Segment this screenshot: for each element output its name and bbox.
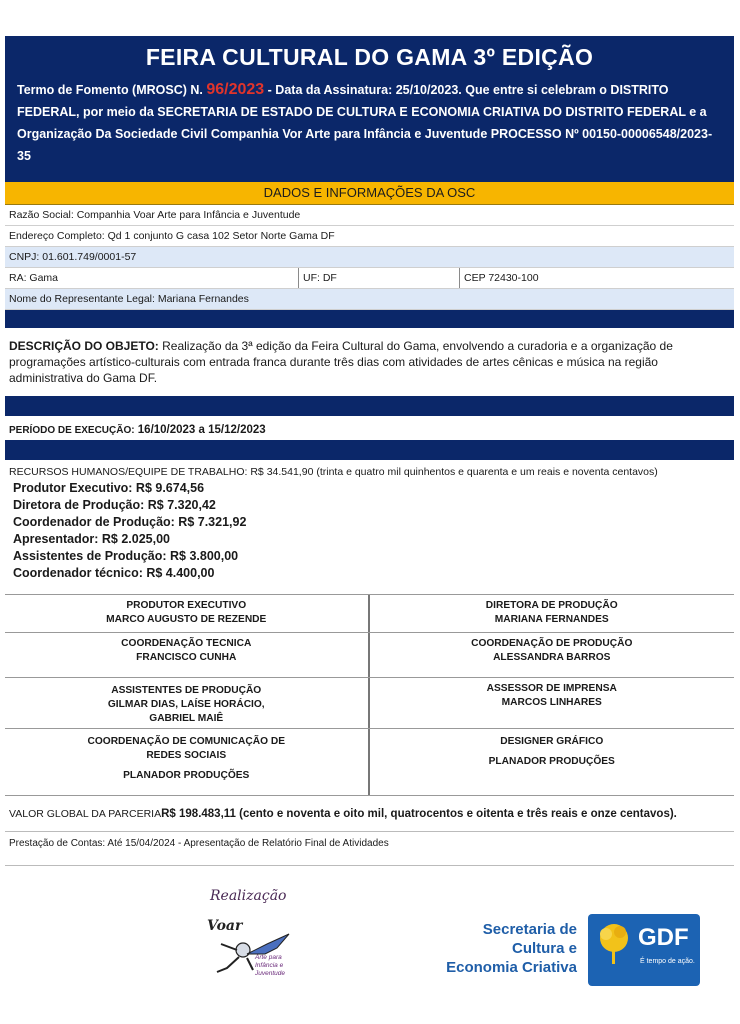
- team-cell: [5, 595, 370, 632]
- team-cell: [370, 633, 735, 677]
- team-row: [5, 595, 734, 633]
- team-member: GABRIEL MAIÊ: [149, 713, 224, 724]
- team-member: FRANCISCO CUNHA: [136, 652, 237, 663]
- periodo-value: 16/10/2023 a 15/12/2023: [134, 424, 266, 436]
- recursos-heading: RECURSOS HUMANOS/EQUIPE DE TRABALHO: R$ 34.541,90 (trinta e quatro mil quinhentos e quarenta e um reais e noventa centavos): [9, 466, 658, 478]
- endereco-row: Endereço Completo: Qd 1 conjunto G casa 102 Setor Norte Gama DF: [5, 226, 734, 247]
- descricao-text: Realização da 3ª edição da Feira Cultural do Gama, envolvendo a curadoria e a organização de programações artístico-culturais com entrada franca durante três dias com atividades de artes cênicas e música na região administrativa do Gama DF.: [9, 339, 673, 385]
- secretaria-line: Secretaria de: [482, 921, 577, 938]
- prestacao-contas: Prestação de Contas: Até 15/04/2024 - Apresentação de Relatório Final de Atividades: [5, 832, 734, 866]
- recurso-item: Diretora de Produção: R$ 7.320,42: [13, 498, 216, 512]
- gdf-logo: [588, 914, 700, 986]
- voar-subtitle: Arte para Infância e Juventude: [255, 954, 285, 977]
- recurso-item: Assistentes de Produção: R$ 3.800,00: [13, 549, 239, 563]
- team-member: PLANADOR PRODUÇÕES: [123, 770, 250, 781]
- secretaria-line: Economia Criativa: [446, 959, 577, 976]
- cnpj-row: CNPJ: 01.601.749/0001-57: [5, 247, 734, 268]
- osc-section-title: DADOS E INFORMAÇÕES DA OSC: [5, 182, 734, 205]
- team-role: DESIGNER GRÁFICO: [500, 736, 604, 747]
- header-banner: [5, 36, 734, 182]
- divider-bar: [5, 440, 734, 460]
- team-cell: [5, 633, 370, 677]
- uf-cell: UF: DF: [299, 268, 460, 288]
- footer: [0, 870, 740, 1024]
- recursos-humanos: [5, 460, 734, 586]
- valor-global: [5, 802, 734, 832]
- recurso-item: Apresentador: R$ 2.025,00: [13, 532, 171, 546]
- termo-intro: Termo de Fomento (MROSC) N.: [17, 83, 207, 97]
- periodo-execucao: [5, 416, 734, 440]
- team-cell: [370, 729, 735, 795]
- team-role: COORDENAÇÃO DE PRODUÇÃO: [471, 638, 633, 649]
- team-row: [5, 633, 734, 678]
- valor-global-value: R$ 198.483,11 (cento e noventa e oito mil, quatrocentos e oitenta e três reais e onze centavos).: [161, 808, 677, 820]
- ipe-tree-icon: [592, 920, 636, 970]
- representante-row: Nome do Representante Legal: Mariana Fernandes: [5, 289, 734, 310]
- team-member: GILMAR DIAS, LAÍSE HORÁCIO,: [107, 699, 265, 710]
- team-row: [5, 729, 734, 796]
- termo-number: 96/2023: [206, 81, 265, 98]
- team-member: ALESSANDRA BARROS: [493, 652, 611, 663]
- team-table: [5, 594, 734, 796]
- team-member: PLANADOR PRODUÇÕES: [488, 756, 615, 767]
- gdf-wordmark: GDF: [638, 924, 689, 951]
- team-member: MARCO AUGUSTO DE REZENDE: [106, 614, 267, 625]
- header-description: [17, 79, 722, 167]
- recurso-item: Produtor Executivo: R$ 9.674,56: [13, 481, 205, 495]
- team-role: ASSESSOR DE IMPRENSA: [486, 683, 617, 694]
- valor-global-label: VALOR GLOBAL DA PARCERIA: [9, 808, 162, 820]
- team-member: MARIANA FERNANDES: [494, 614, 609, 625]
- team-role: PRODUTOR EXECUTIVO: [126, 600, 247, 611]
- team-role: DIRETORA DE PRODUÇÃO: [485, 600, 618, 611]
- team-member: MARCOS LINHARES: [501, 697, 602, 708]
- voar-logo: [207, 910, 302, 980]
- divider-bar: [5, 310, 734, 328]
- termo-details: - Data da Assinatura: 25/10/2023. Que entre si celebram o DISTRITO FEDERAL, por meio da SECRETARIA DE ESTADO DE CULTURA E ECONOMIA CRIATIVA DO DISTRITO FEDERAL e a Organização Da Sociedade Civil Companhia Vor Arte para Infância e Juventude PROCESSO Nº 00150-00006548/2023-35: [17, 83, 713, 163]
- secretaria-logo: [437, 920, 577, 977]
- team-cell: [370, 595, 735, 632]
- team-cell: [5, 678, 370, 728]
- recurso-item: Coordenador de Produção: R$ 7.321,92: [13, 515, 247, 529]
- divider-bar: [5, 396, 734, 416]
- location-row: [5, 268, 734, 289]
- cep-cell: CEP 72430-100: [464, 272, 539, 284]
- recurso-item: Coordenador técnico: R$ 4.400,00: [13, 566, 215, 580]
- team-role: ASSISTENTES DE PRODUÇÃO: [111, 685, 262, 696]
- razao-social-row: Razão Social: Companhia Voar Arte para Infância e Juventude: [5, 205, 734, 226]
- team-cell: [5, 729, 370, 795]
- periodo-label: PERÍODO DE EXECUÇÃO:: [9, 425, 135, 436]
- descricao-objeto: [5, 328, 734, 396]
- team-role: COORDENAÇÃO DE COMUNICAÇÃO DE: [87, 736, 286, 747]
- realizacao-label: Realização: [210, 888, 287, 904]
- ra-cell: RA: Gama: [5, 268, 299, 288]
- document-title: FEIRA CULTURAL DO GAMA 3º EDIÇÃO: [145, 44, 594, 70]
- team-role: COORDENAÇÃO TECNICA: [121, 638, 252, 649]
- team-row: [5, 678, 734, 729]
- secretaria-line: Cultura e: [511, 940, 577, 957]
- descricao-label: DESCRIÇÃO DO OBJETO:: [9, 339, 159, 353]
- team-cell: [370, 678, 735, 728]
- gdf-slogan: É tempo de ação.: [640, 958, 695, 965]
- team-role: REDES SOCIAIS: [146, 750, 227, 761]
- voar-wordmark: Voar: [207, 918, 243, 934]
- document: [5, 36, 734, 866]
